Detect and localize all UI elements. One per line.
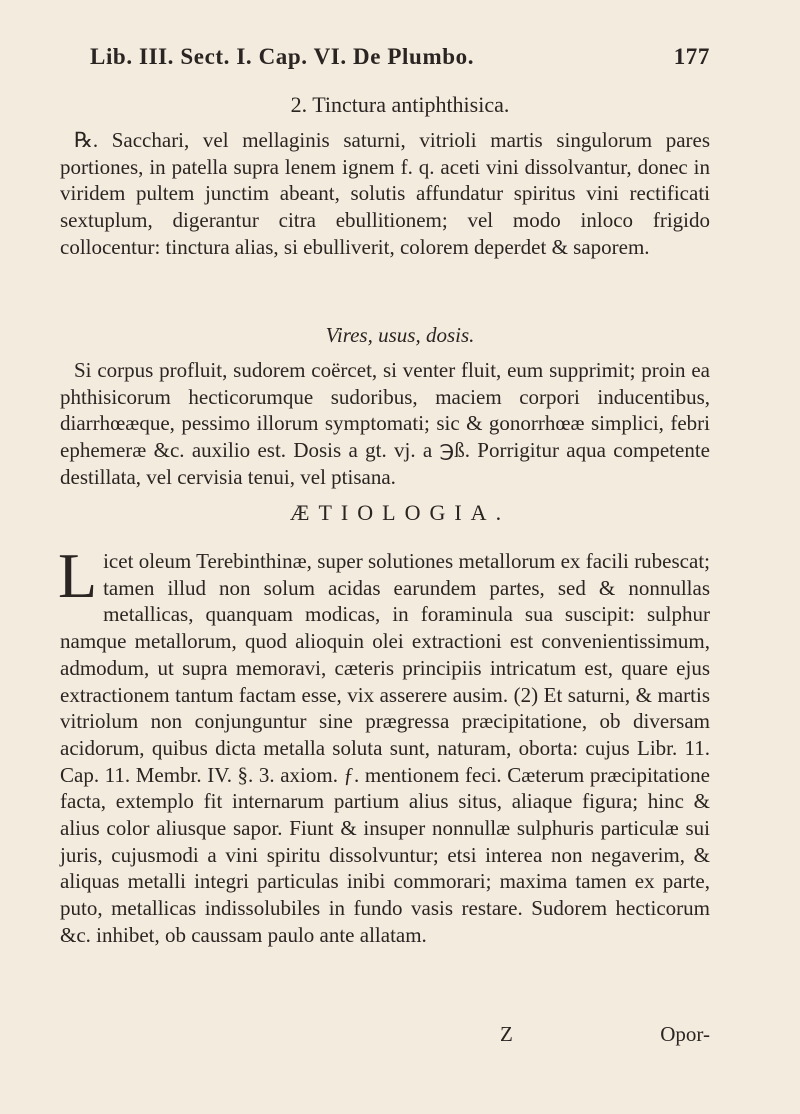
recipe-paragraph: ℞. Sacchari, vel mellaginis saturni, vitrioli martis singulorum pares portiones, in patella supra lenem ignem f. q. aceti vini dissolvantur, donec in viridem pultem junctim abeant, solutis affundatur spiritus vini rectificati sextuplum, digerantur citra ebullitionem; vel modo inloco frigido collocentur: tinctura alias, si ebulliverit, colorem deperdet & saporem. (60, 128, 710, 259)
main-paragraph-text: icet oleum Terebinthinæ, super solutiones metallorum ex facili rubescat; tamen illud non solum acidas earundem partes, sed & nonnullas metallicas, quanquam modicas, in foraminula sua suscipit: sulphur namque metallorum, quod alioquin olei extractioni est convenientissimum, admodum, ut supra memoravi, cæteris principiis intricatum est, quare ejus extractionem tantum factam esse, vix asserere ausim. (2) Et saturni, & martis vitriolum non conjunguntur sine prægressa præcipitatione, ob diversam acidorum, quibus dicta metalla soluta sunt, naturam, oborta: cujus Libr. 11. Cap. 11. Membr. IV. §. 3. axiom. ƒ. mentionem feci. Cæterum præcipitatione facta, extemplo fit internarum partium alius situs, aliaque figura; hinc & alius color aliusque sapor. Fiunt & insuper nonnullæ sulphuris particulæ sui juris, cujusmodi a vini spiritu dissolvuntur; etsi interea non negaverim, & aliquas metalli integri particulas inibi commorari; maxima tamen ex parte, puto, metallicas indissolubiles in fundo vasis restare. Sudorem hecticorum &c. inhibet, ob caussam paulo ante allatam. (60, 549, 710, 947)
drop-cap: L (58, 540, 98, 611)
running-title: Lib. III. Sect. I. Cap. VI. De Plumbo. (90, 44, 475, 69)
catchword: Opor- (660, 1022, 710, 1046)
aetiologia-heading: ÆTIOLOGIA. (289, 500, 511, 525)
main-paragraph (58, 540, 710, 949)
page-header (90, 40, 710, 80)
page-footer (60, 1022, 710, 1048)
doses-paragraph: Si corpus profluit, sudorem coërcet, si venter fluit, eum supprimit; proin ea phthisicorum hecticorumque sudoribus, maciem corpori inducentibus, diarrhœæque, pessimo illorum symptomati; sic & gonorrhœæ simplici, febri ephemeræ &c. auxilio est. Dosis a gt. vj. a ℈ß. Porrigitur aqua competente destillata, vel cervisia tenui, vel ptisana. (60, 358, 710, 489)
section-heading: 2. Tinctura antiphthisica. (290, 92, 510, 117)
signature-mark: Z (500, 1022, 513, 1046)
page-number: 177 (673, 44, 710, 69)
vires-heading: Vires, usus, dosis. (325, 323, 475, 347)
